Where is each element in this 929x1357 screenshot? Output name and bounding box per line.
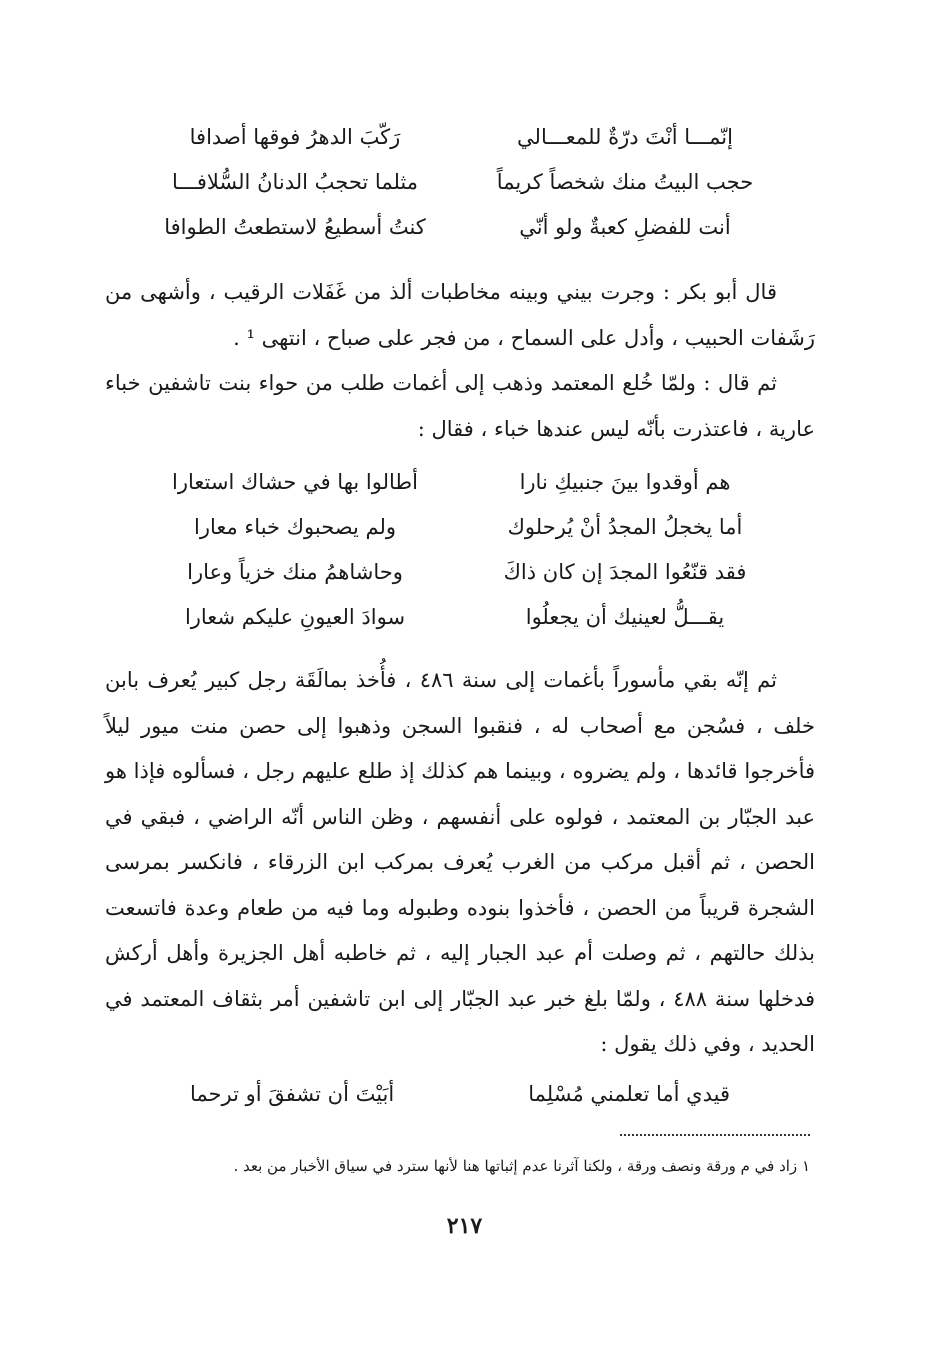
footnote: ١ زاد في م ورقة ونصف ورقة ، ولكنا آثرنا عدم إثباتها هنا لأنها سترد في سياق الأخبار من بعد . (233, 1157, 810, 1175)
verse-second-hemistich: رَكّبَ الدهرُ فوقها أصدافا (189, 125, 401, 149)
verse-first-hemistich: أما يخجلُ المجدُ أنْ يُرحلوك (507, 515, 743, 539)
poem-3 (190, 1072, 730, 1117)
verse-second-hemistich: مثلما تحجبُ الدنانُ السُّلافـــا (172, 170, 418, 194)
verse-first-hemistich: يقـــلُّ لعينيك أن يجعلُوا (525, 605, 725, 629)
verse-first-hemistich: هم أوقدوا بينَ جنبيكِ نارا (519, 470, 731, 494)
paragraph: ثم إنّه بقي مأسوراً بأغمات إلى سنة ٤٨٦ ، فأُخذ بمالَقَة رجل كبير يُعرف بابن خلف ، فسُجن مع أصحاب له ، فنقبوا السجن وذهبوا إلى حصن منت ميور ليلاً فأخرجوا قائدها ، ولم يضروه ، وبينما هم كذلك إذ طلع عليهم رجل ، فسألوه فإذا هو عبد الجبّار بن المعتمد ، فولوه على أنفسهم ، وظن الناس أنّه الراضي ، فبقي في الحصن ، ثم أقبل مركب من الغرب يُعرف بمركب ابن الزرقاء ، فانكسر بمرسى الشجرة قريباً من الحصن ، فأخذوا بنوده وطبوله وما فيه من طعام وعدة فاتسعت بذلك حالتهم ، ثم وصلت أم عبد الجبار إليه ، ثم خاطبه أهل الجزيرة وأهل أركش فدخلها سنة ٤٨٨ ، ولمّا بلغ خبر عبد الجبّار إلى ابن تاشفين أمر بثقاف المعتمد في الحديد ، وفي ذلك يقول : (105, 668, 815, 1056)
verse-first-hemistich: فقد قنّعُوا المجدَ إن كان ذاكَ (503, 560, 747, 584)
verse-first-hemistich: حجب البيتُ منك شخصاً كريماً (496, 170, 754, 194)
verse-second-hemistich: أبَيْتَ أن تشفقَ أو ترحما (190, 1082, 395, 1106)
verse-second-hemistich: سوادَ العيونِ عليكم شعارا (184, 605, 406, 629)
verse-line (150, 460, 770, 505)
verse-line (150, 550, 770, 595)
verse-line (150, 505, 770, 550)
verse-line (150, 115, 770, 160)
verse-second-hemistich: وحاشاهمُ منك خزياً وعارا (187, 560, 403, 584)
paragraph: ثم قال : ولمّا خُلع المعتمد وذهب إلى أغمات طلب من حواء بنت تاشفين خباء عارية ، فاعتذرت بأنّه ليس عندها خباء ، فقال : (105, 371, 815, 441)
verse-first-hemistich: أنت للفضلِ كعبةٌ ولو أنّي (519, 215, 731, 239)
verse-line (150, 205, 770, 250)
poem-2 (150, 460, 770, 640)
poem-1 (150, 115, 770, 250)
paragraph: قال أبو بكر : وجرت بيني وبينه مخاطبات ألذ من غَفَلات الرقيب ، وأشهى من رَشَفات الحبيب ، وأدل على السماح ، من فجر على صباح ، انتهى ¹ . (105, 280, 815, 350)
verse-second-hemistich: أطالوا بها في حشاك استعارا (172, 470, 418, 494)
prose-block-2 (105, 658, 815, 1068)
footnote-divider (620, 1134, 810, 1136)
verse-second-hemistich: ولم يصحبوك خباء معارا (194, 515, 396, 539)
verse-line (150, 160, 770, 205)
verse-line (150, 595, 770, 640)
verse-second-hemistich: كنتُ أسطيعُ لاستطعتُ الطوافا (164, 215, 426, 239)
page-number: ٢١٧ (446, 1213, 483, 1239)
verse-first-hemistich: إنّمـــا أنْتَ درّةٌ للمعـــالي (517, 125, 733, 149)
prose-block-1 (105, 270, 815, 452)
verse-first-hemistich: قيدي أما تعلمني مُسْلِما (528, 1082, 730, 1106)
